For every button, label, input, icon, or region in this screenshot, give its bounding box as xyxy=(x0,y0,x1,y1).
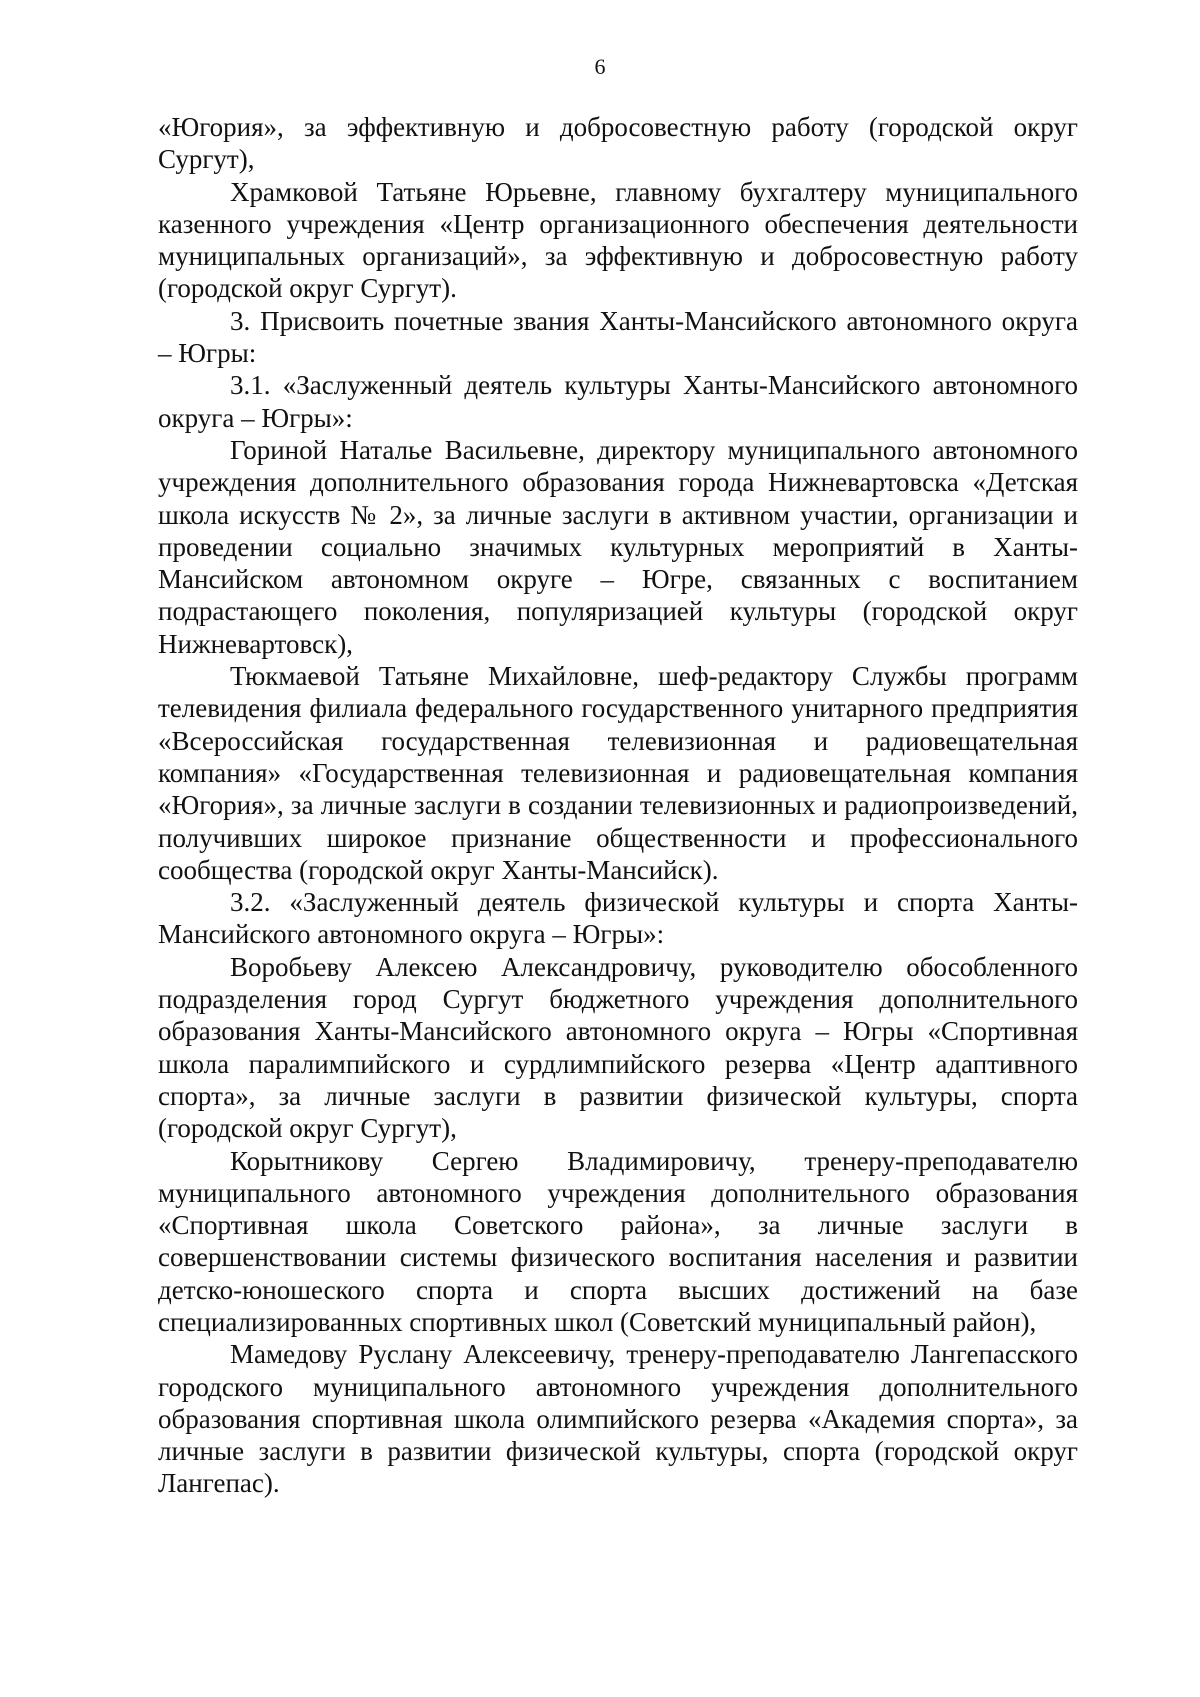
paragraph-mamedov: Мамедову Руслану Алексеевичу, тренеру-преподавателю Лангепасского городского муниципального автономного учреждения дополнительного образования спортивная школа олимпийского резерва «Академия спорта», за личные заслуги в развитии физической культуры, спорта (городской округ Лангепас). xyxy=(158,1339,1078,1499)
paragraph-khramkova: Храмковой Татьяне Юрьевне, главному бухгалтеру муниципального казенного учреждения «Центр организационного обеспечения деятельности муниципальных организаций», за эффективную и добросовестную работу (городской округ Сургут). xyxy=(158,176,1078,304)
paragraph-item-3-1: 3.1. «Заслуженный деятель культуры Ханты-Мансийского автономного округа – Югры»: xyxy=(158,370,1078,433)
paragraph-tyukmaeva: Тюкмаевой Татьяне Михайловне, шеф-редактору Службы программ телевидения филиала федерального государственного унитарного предприятия «Всероссийская государственная телевизионная и радиовещательная компания» «Государственная телевизионная и радиовещательная компания «Югория», за личные заслуги в создании телевизионных и радиопроизведений, получивших широкое признание общественности и профессионального сообщества (городской округ Ханты-Мансийск). xyxy=(158,661,1078,885)
page-number: 6 xyxy=(594,54,606,79)
document-body xyxy=(158,111,1078,1500)
paragraph-continuation: «Югория», за эффективную и добросовестную работу (городской округ Сургут), xyxy=(158,112,1078,175)
paragraph-item-3: 3. Присвоить почетные звания Ханты-Мансийского автономного округа – Югры: xyxy=(158,305,1078,369)
paragraph-gorina: Гориной Наталье Васильевне, директору муниципального автономного учреждения дополнительного образования города Нижневартовска «Детская школа искусств № 2», за личные заслуги в активном участии, организации и проведении социально значимых культурных мероприятий в Ханты-Мансийском автономном округе – Югре, связанных с воспитанием подрастающего поколения, популяризацией культуры (городской округ Нижневартовск), xyxy=(158,434,1078,659)
paragraph-vorobyev: Воробьеву Алексею Александровичу, руководителю обособленного подразделения город Сургут бюджетного учреждения дополнительного образования Ханты-Мансийского автономного округа – Югры «Спортивная школа паралимпийского и сурдлимпийского резерва «Центр адаптивного спорта», за личные заслуги в развитии физической культуры, спорта (городской округ Сургут), xyxy=(158,951,1078,1144)
paragraph-item-3-2: 3.2. «Заслуженный деятель физической культуры и спорта Ханты-Мансийского автономного округа – Югры»: xyxy=(158,887,1078,950)
paragraph-korytnikov: Корытникову Сергею Владимировичу, тренеру-преподавателю муниципального автономного учреждения дополнительного образования «Спортивная школа Советского района», за личные заслуги в совершенствовании системы физического воспитания населения и развитии детско-юношеского спорта и спорта высших достижений на базе специализированных спортивных школ (Советский муниципальный район), xyxy=(158,1145,1078,1337)
